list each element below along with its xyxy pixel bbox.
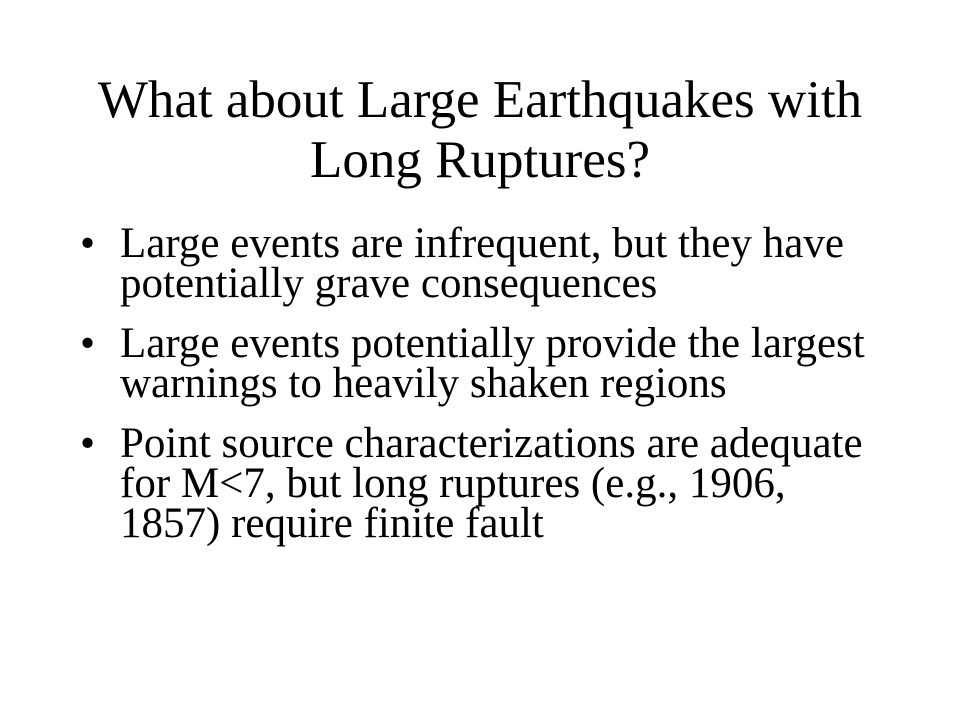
bullet-text-line: Large events are infrequent, but they have bbox=[120, 220, 844, 267]
bullet-text-line: 1857) require finite fault bbox=[120, 500, 544, 547]
bullet-list bbox=[0, 220, 960, 564]
bullet-marker: • bbox=[80, 220, 96, 267]
bullet-marker: • bbox=[80, 420, 96, 467]
slide-title-line: Long Ruptures? bbox=[309, 131, 651, 189]
bullet-text-line: Point source characterizations are adequate bbox=[120, 420, 863, 467]
bullet-item bbox=[0, 320, 960, 407]
slide-title bbox=[0, 70, 960, 190]
bullet-item bbox=[0, 420, 960, 547]
slide-title-line: What about Large Earthquakes with bbox=[97, 71, 863, 129]
bullet-text-line: Large events potentially provide the largest bbox=[120, 320, 865, 367]
bullet-text-line: potentially grave consequences bbox=[120, 260, 658, 307]
bullet-marker: • bbox=[80, 320, 96, 367]
bullet-text-line: warnings to heavily shaken regions bbox=[120, 360, 727, 407]
bullet-text-line: for M<7, but long ruptures (e.g., 1906, bbox=[120, 460, 786, 507]
bullet-item bbox=[0, 220, 960, 307]
